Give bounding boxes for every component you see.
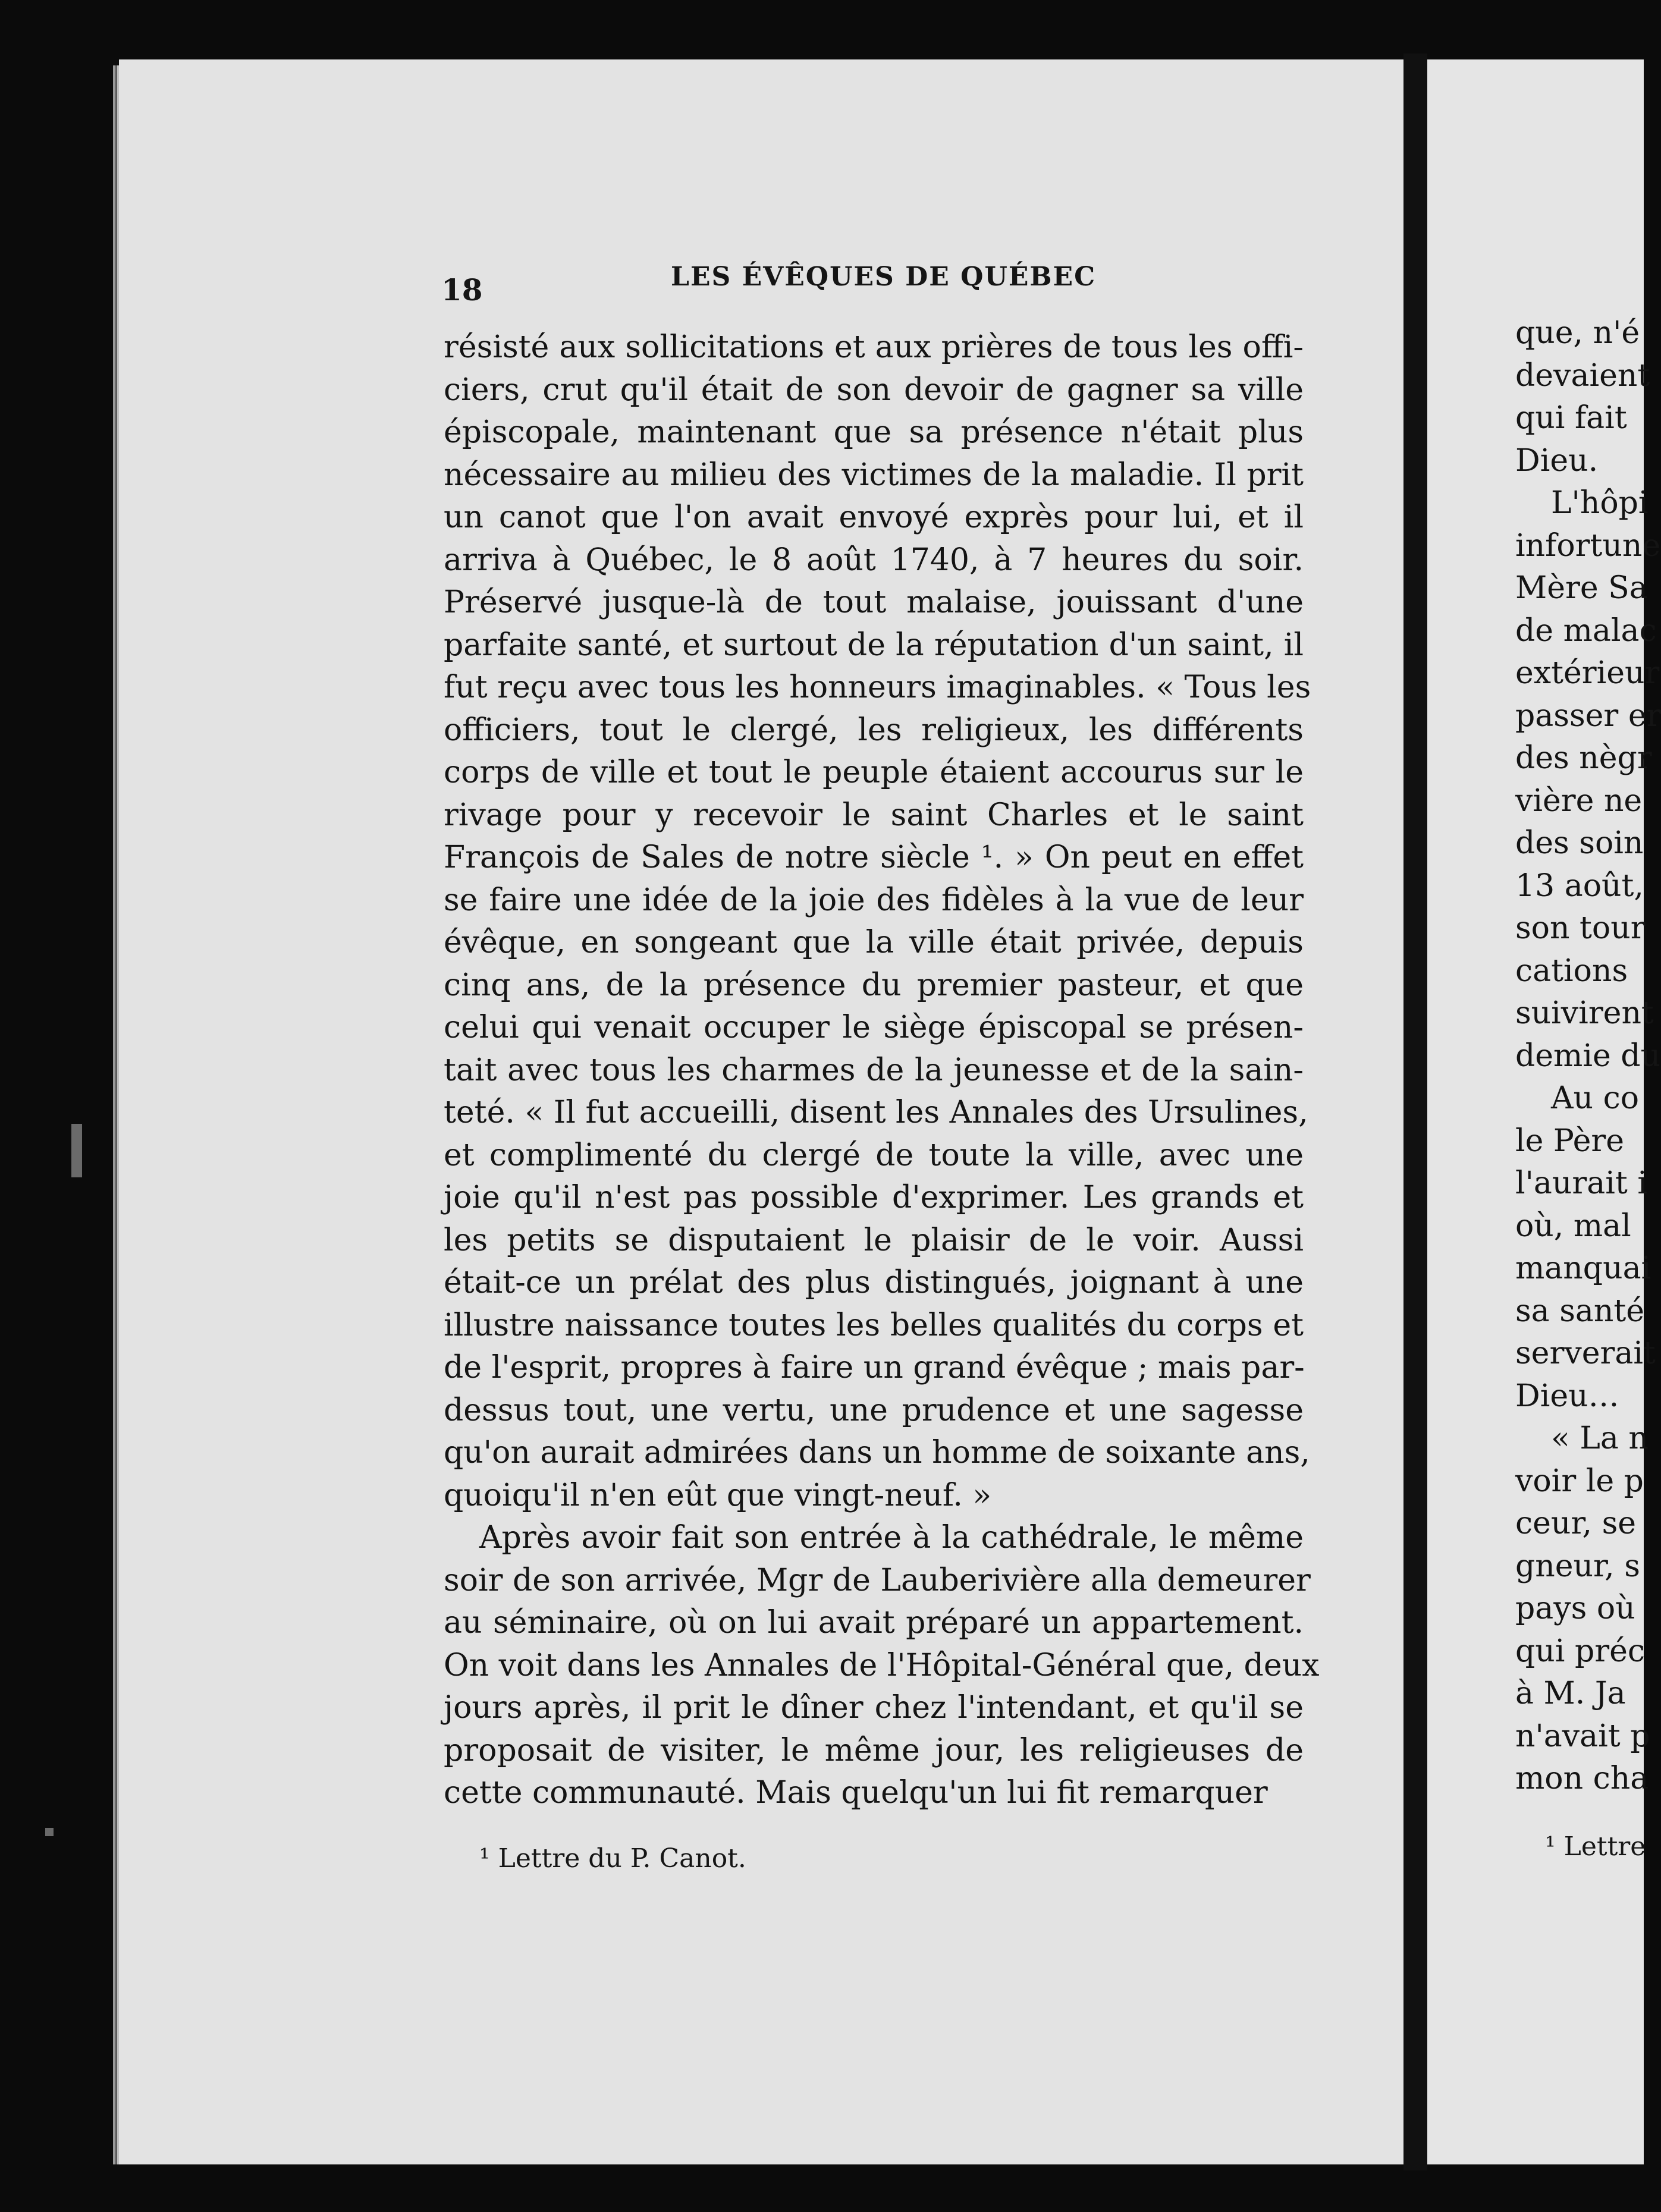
text-line: des soin [1515,825,1644,861]
text-line: infortune [1515,527,1661,564]
text-line: cinq ans, de la présence du premier pasteur, et que [444,967,1304,1003]
text-line: mon cha [1515,1761,1649,1796]
text-line: Dieu. [1515,442,1599,479]
text-line: serverait [1515,1336,1656,1371]
text-line: tait avec tous les charmes de la jeunesse et de la sain- [444,1052,1304,1088]
text-line: teté. « Il fut accueilli, disent les Annales des Ursulines, [444,1095,1308,1130]
text-line: à M. Ja [1515,1676,1626,1711]
text-line: de malac [1515,612,1657,649]
text-line: Mère Sa [1515,570,1648,606]
text-line: voir le p [1515,1463,1644,1499]
text-line: manquai [1515,1250,1651,1286]
text-line: résisté aux sollicitations et aux prières de tous les offi- [444,329,1304,365]
text-line: nécessaire au milieu des victimes de la maladie. Il prit [444,457,1304,493]
text-line: se faire une idée de la joie des fidèles à la vue de leur [444,882,1304,918]
text-line: vière ne [1515,783,1643,819]
text-line: n'avait p [1515,1718,1650,1754]
text-line: corps de ville et tout le peuple étaient accourus sur le [444,755,1304,790]
text-line: proposait de visiter, le même jour, les religieuses de [444,1732,1304,1768]
text-line: parfaite santé, et surtout de la réputation d'un saint, il [444,627,1304,663]
text-line: cations [1515,953,1628,989]
text-line: jours après, il prit le dîner chez l'intendant, et qu'il se [444,1690,1304,1726]
page-number: 18 [441,272,483,307]
text-line: arriva à Québec, le 8 août 1740, à 7 heures du soir. [444,542,1304,578]
text-line: qui préc [1515,1633,1645,1669]
text-line: le Père [1515,1123,1624,1159]
text-line: rivage pour y recevoir le saint Charles et le saint [444,797,1304,833]
text-line: gneur, s [1515,1548,1640,1584]
text-line: évêque, en songeant que la ville était privée, depuis [444,925,1304,960]
text-line: était-ce un prélat des plus distingués, joignant à une [444,1265,1304,1300]
text-line: passer er [1515,697,1661,734]
book-gutter [1403,54,1427,2170]
text-line: épiscopale, maintenant que sa présence n'était plus [444,414,1304,450]
text-line: quoiqu'il n'en eût que vingt-neuf. » [444,1477,992,1513]
text-line: sa santé [1515,1293,1645,1329]
text-line: que, n'é [1515,315,1640,351]
text-line: 13 août, [1515,868,1644,904]
text-line: un canot que l'on avait envoyé exprès pour lui, et il [444,499,1304,535]
text-line: les petits se disputaient le plaisir de le voir. Aussi [444,1222,1304,1258]
text-line: qui fait [1515,400,1627,436]
text-line: ceur, se [1515,1506,1637,1541]
text-line: illustre naissance toutes les belles qualités du corps et [444,1307,1304,1343]
text-line: L'hôpi [1551,485,1649,521]
text-line: François de Sales de notre siècle ¹. » On peut en effet [444,840,1304,875]
text-line: demie du [1515,1038,1661,1074]
text-line: celui qui venait occuper le siège épiscopal se présen- [444,1010,1304,1045]
text-line: ciers, crut qu'il était de son devoir de gagner sa ville [444,372,1304,408]
text-line: On voit dans les Annales de l'Hôpital-Général que, deux [444,1647,1320,1683]
text-line: extérieur [1515,655,1660,691]
text-line: suivirent [1515,995,1654,1031]
scan-speck [71,1124,82,1177]
text-line: qu'on aurait admirées dans un homme de soixante ans, [444,1435,1310,1471]
text-line: au séminaire, où on lui avait préparé un appartement. [444,1605,1304,1641]
scan-speck [45,1828,54,1836]
text-line: Dieu… [1515,1378,1619,1414]
text-line: devaient [1515,357,1650,394]
text-line: cette communauté. Mais quelqu'un lui fit remarquer [444,1775,1268,1811]
text-line: Préservé jusque-là de tout malaise, jouissant d'une [444,585,1304,620]
text-line: et complimenté du clergé de toute la ville, avec une [444,1137,1304,1173]
footnote: ¹ Lettre du P. Canot. [479,1843,746,1874]
right-footnote: ¹ Lettre [1545,1831,1646,1862]
text-line: Au co [1551,1080,1640,1116]
text-line: son tour [1515,910,1646,946]
text-line: pays où [1515,1591,1635,1626]
text-line: dessus tout, une vertu, une prudence et une sagesse [444,1392,1304,1428]
running-head: LES ÉVÊQUES DE QUÉBEC [671,262,1097,292]
text-line: fut reçu avec tous les honneurs imaginables. « Tous les [444,670,1311,705]
text-line: joie qu'il n'est pas possible d'exprimer. Les grands et [444,1180,1304,1215]
text-line: où, mal [1515,1208,1631,1244]
text-line: officiers, tout le clergé, les religieux, les différents [444,712,1304,748]
text-line: « La n [1551,1421,1649,1456]
text-line: l'aurait i [1515,1165,1647,1201]
text-line: des nègr [1515,740,1652,776]
text-line: Après avoir fait son entrée à la cathédrale, le même [479,1520,1304,1556]
text-line: de l'esprit, propres à faire un grand évêque ; mais par- [444,1350,1305,1385]
text-line: soir de son arrivée, Mgr de Lauberivière alla demeurer [444,1562,1311,1598]
